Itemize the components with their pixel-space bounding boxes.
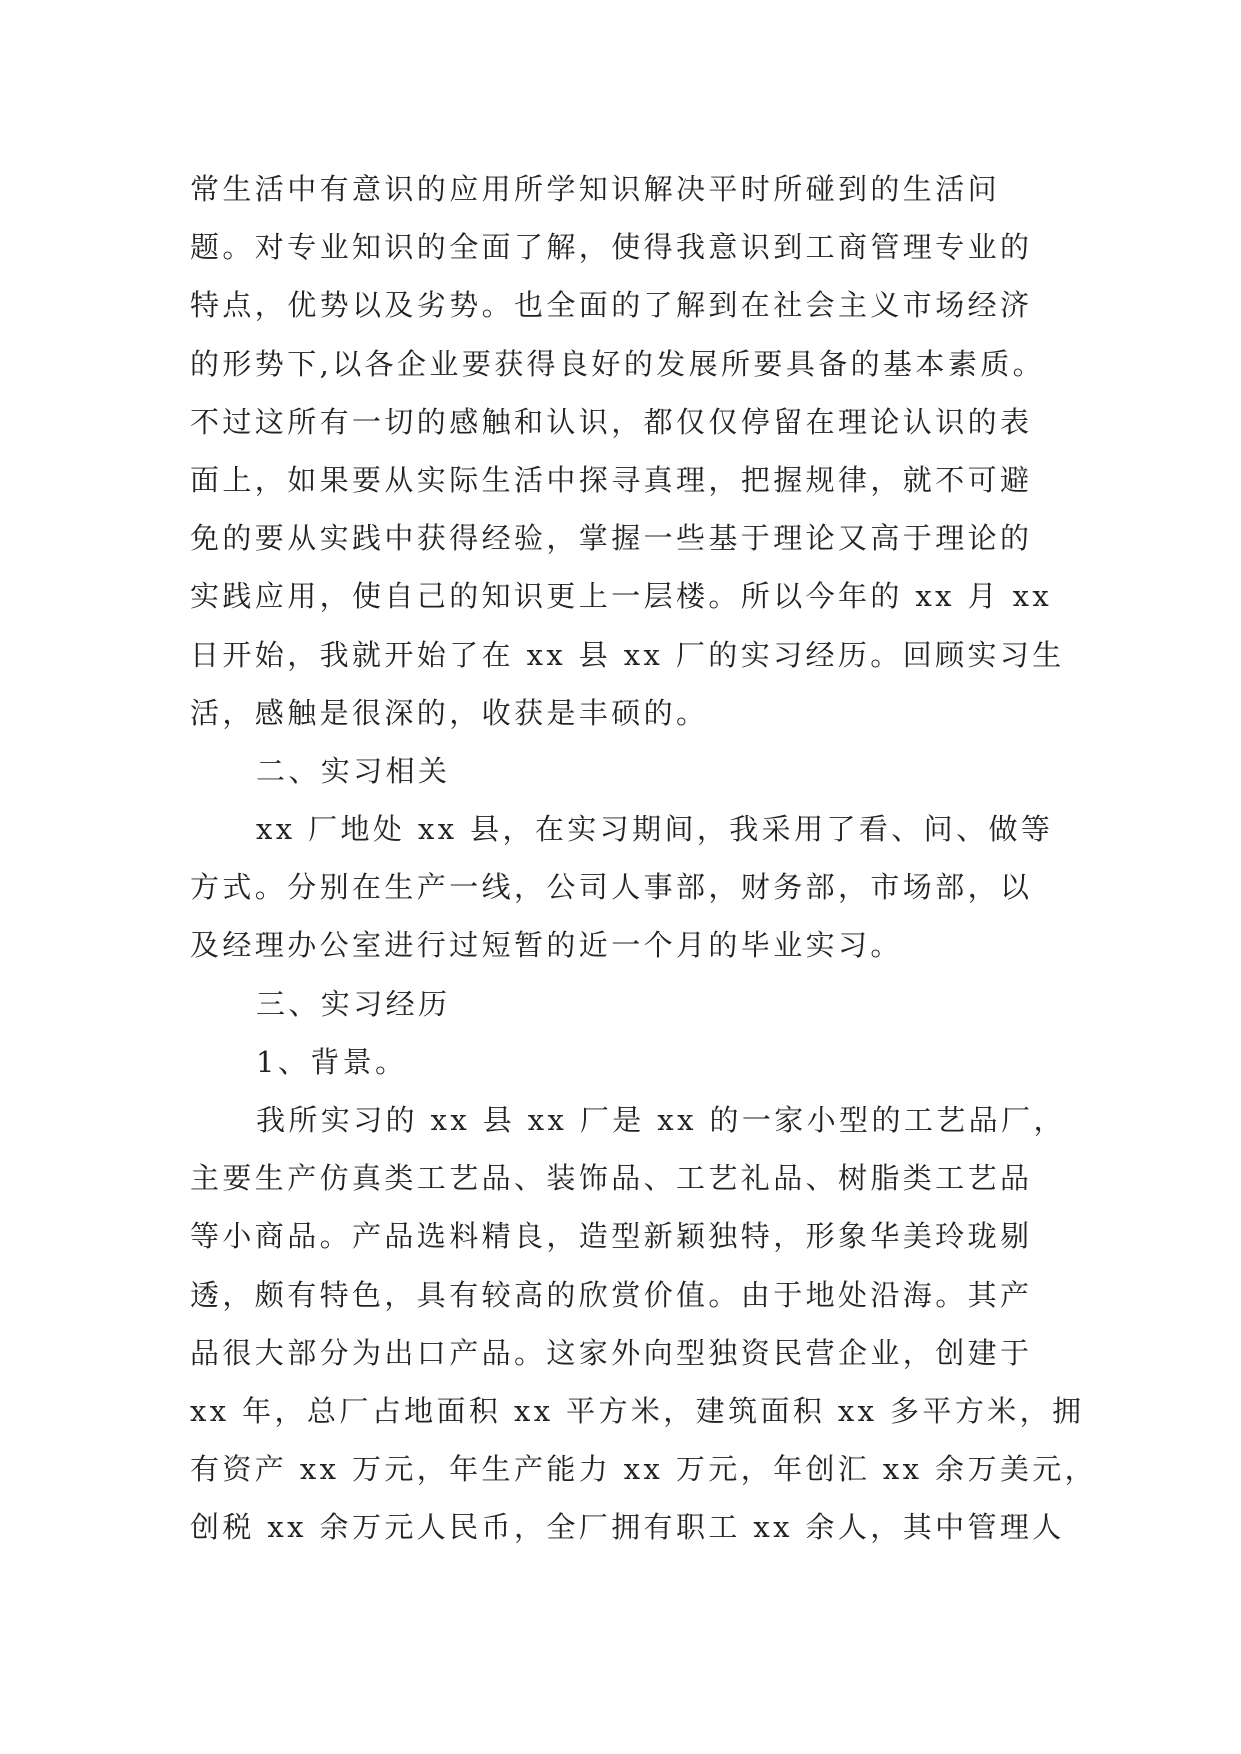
- text-line: 不过这所有一切的感触和认识，都仅仅停留在理论认识的表: [190, 404, 1033, 439]
- text-line: 有资产 xx 万元，年生产能力 xx 万元，年创汇 xx 余万美元，: [190, 1452, 1098, 1487]
- text-line: 免的要从实践中获得经验，掌握一些基于理论又高于理论的: [190, 521, 1033, 556]
- text-line: 题。对专业知识的全面了解，使得我意识到工商管理专业的: [190, 230, 1033, 265]
- text-line: 方式。分别在生产一线，公司人事部，财务部，市场部，以: [190, 870, 1033, 905]
- text-line: 实践应用，使自己的知识更上一层楼。所以今年的 xx 月 xx: [190, 579, 1053, 614]
- text-line: 我所实习的 xx 县 xx 厂是 xx 的一家小型的工艺品厂，: [256, 1103, 1066, 1137]
- subsection-heading: 1、背景。: [256, 1044, 408, 1079]
- text-line: xx 年，总厂占地面积 xx 平方米，建筑面积 xx 多平方米，拥: [190, 1393, 1085, 1428]
- text-line: 主要生产仿真类工艺品、装饰品、工艺礼品、树脂类工艺品: [190, 1161, 1033, 1196]
- text-line: 透，颇有特色，具有较高的欣赏价值。由于地处沿海。其产: [190, 1277, 1033, 1312]
- text-line: 创税 xx 余万元人民币，全厂拥有职工 xx 余人，其中管理人: [190, 1510, 1065, 1545]
- section-heading: 二、实习相关: [256, 753, 451, 788]
- section-heading: 三、实习经历: [256, 986, 451, 1021]
- text-line: 活，感触是很深的，收获是丰硕的。: [190, 695, 709, 730]
- text-line: 面上，如果要从实际生活中探寻真理，把握规律，就不可避: [190, 462, 1033, 497]
- text-line: 的形势下,以各企业要获得良好的发展所要具备的基本素质。: [190, 346, 1046, 381]
- text-line: 特点，优势以及劣势。也全面的了解到在社会主义市场经济: [190, 288, 1033, 323]
- text-line: 日开始，我就开始了在 xx 县 xx 厂的实习经历。回顾实习生: [190, 637, 1065, 672]
- text-line: xx 厂地处 xx 县，在实习期间，我采用了看、问、做等: [256, 812, 1054, 847]
- text-line: 等小商品。产品选料精良，造型新颖独特，形象华美玲珑剔: [190, 1219, 1033, 1254]
- body-text: [190, 160, 1098, 1557]
- text-line: 品很大部分为出口产品。这家外向型独资民营企业，创建于: [190, 1335, 1033, 1370]
- text-line: 常生活中有意识的应用所学知识解决平时所碰到的生活问: [190, 172, 1001, 206]
- text-line: 及经理办公室进行过短暂的近一个月的毕业实习。: [190, 928, 903, 963]
